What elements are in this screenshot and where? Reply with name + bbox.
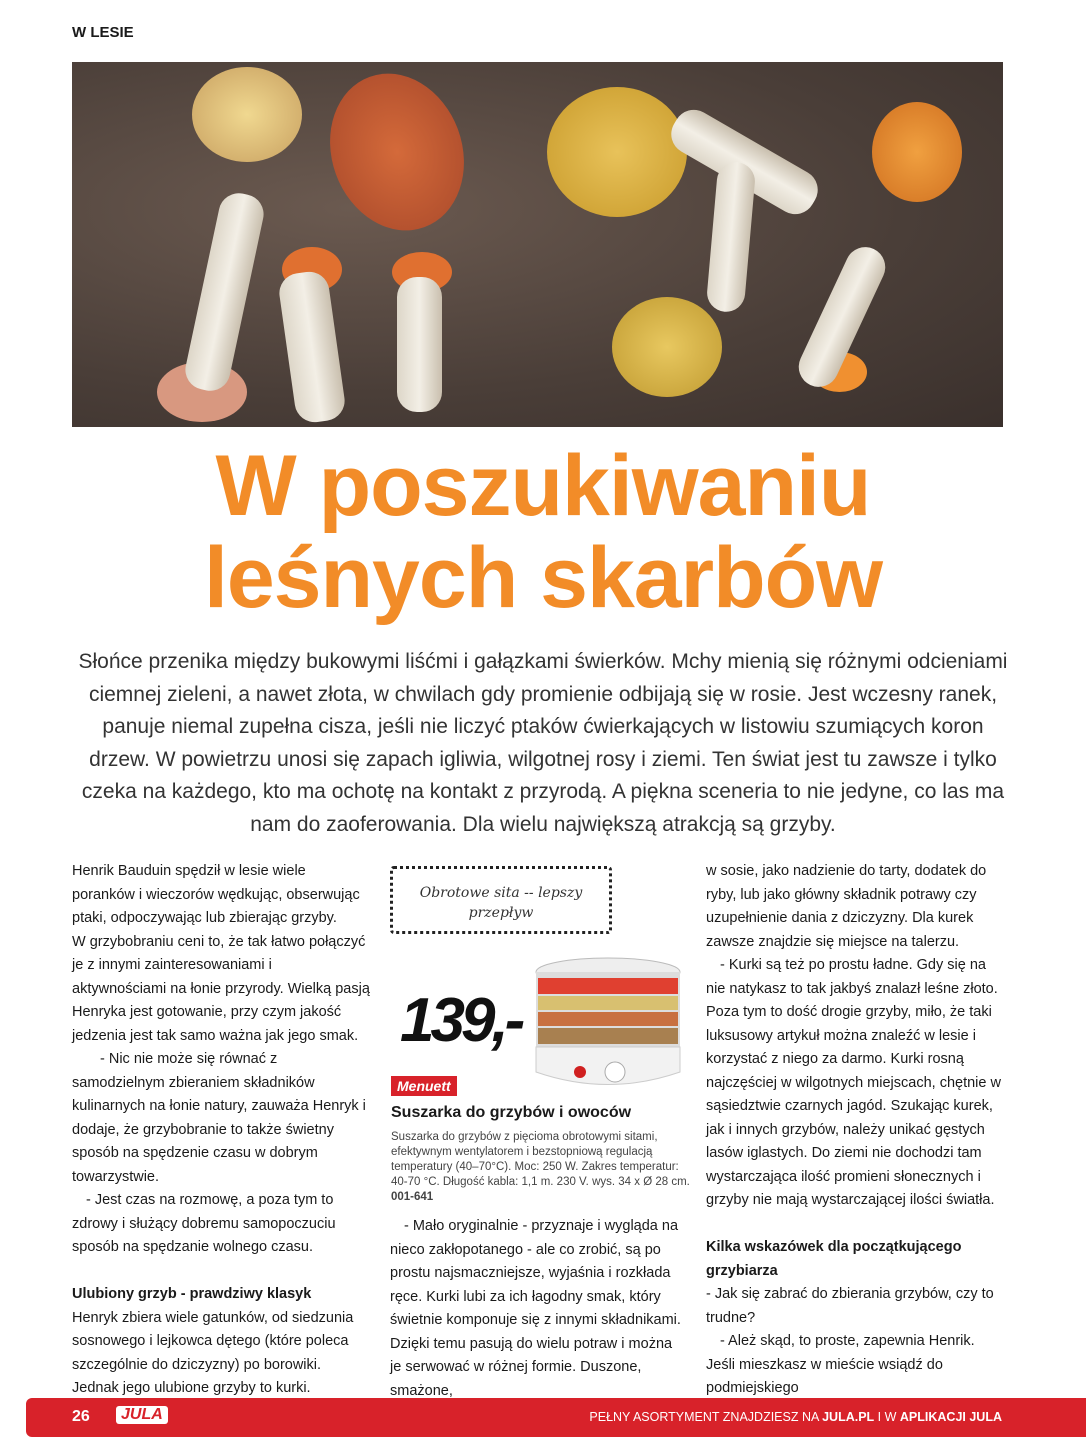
section-label: W LESIE: [72, 24, 134, 41]
paragraph: - Jak się zabrać do zbierania grzybów, czy to trudne?: [706, 1286, 994, 1326]
subheading: Kilka wskazówek dla początkującego grzybiarza: [706, 1239, 962, 1279]
product-name: Suszarka do grzybów i owoców: [391, 1104, 632, 1121]
footer-text: [589, 1410, 1002, 1424]
paragraph: w sosie, jako nadzienie do tarty, dodatek do ryby, lub jako główny składnik potrawy czy uzupełnienie dania z dziczyzny. Dla kurek zawsze znajdzie się miejsce na talerzu.: [706, 863, 987, 950]
paragraph: Henrik Bauduin spędził w lesie wiele poranków i wieczorów wędkując, obserwując ptaki, odpoczywając lub zbierając grzyby.: [72, 863, 360, 926]
paragraph: Henryk zbiera wiele gatunków, od siedzunia sosnowego i lejkowca dętego (które poleca szczególnie do dziczyzny) po borowiki. Jednak jego ulubione grzyby to kurki.: [72, 1309, 354, 1396]
article-title: [0, 440, 1086, 624]
column-1: [72, 860, 370, 1401]
footer-text-1: PEŁNY ASORTYMENT ZNAJDZIESZ NA: [589, 1410, 823, 1424]
title-line-1: W poszukiwaniu: [215, 438, 871, 534]
footer-bar: [26, 1398, 1086, 1437]
column-2: [390, 1215, 685, 1403]
paragraph: - Jest czas na rozmowę, a poza tym to zdrowy i służący dobremu samopoczuciu sposób na spędzanie wolnego czasu.: [72, 1192, 336, 1255]
product-code: 001-641: [391, 1191, 434, 1203]
food-dryer-image: [530, 950, 685, 1095]
subheading: Ulubiony grzyb - prawdziwy klasyk: [72, 1286, 312, 1302]
title-line-2: leśnych skarbów: [203, 530, 883, 626]
brand-logo: Menuett: [391, 1076, 457, 1096]
paragraph: - Nic nie może się równać z samodzielnym zbieraniem składników kulinarnych na łonie natury, zauważa Henryk i dodaje, że grzybobranie to także świetny sposób na spędzenie czasu w dobrym towarzystwie.: [72, 1051, 366, 1185]
price: 139,-: [400, 986, 522, 1055]
page-number: 26: [72, 1408, 90, 1425]
jula-logo: JULA: [116, 1406, 168, 1424]
column-3: [706, 860, 1006, 1401]
speech-bubble: Obrotowe sita -- lepszy przepływ: [390, 866, 612, 934]
paragraph: W grzybobraniu ceni to, że tak łatwo połączyć je z innymi zainteresowaniami i aktywnościami na łonie przyrody. Wielką pasją Henryka jest gotowanie, przy czym jakość jedzenia jest tak samo ważna jak jego smak.: [72, 933, 370, 1044]
paragraph: - Ależ skąd, to proste, zapewnia Henrik. Jeśli mieszkasz w mieście wsiądź do podmiejskiego: [706, 1333, 975, 1396]
product-description: [391, 1130, 691, 1205]
paragraph: - Kurki są też po prostu ładne. Gdy się na nie natykasz to tak jakbyś znalazł leśne złoto. Poza tym to dość drogie grzyby, miło, że taki luksusowy artykuł można znaleźć w lesie i korzystać z niego za darmo. Kurki rosną najczęściej w wilgotnych miejscach, chętnie w sąsiedztwie czarnych jagód. Szukając kurek, jak i innych grzybów, należy unikać gęstych lasów iglastych. Do ziemi nie dochodzi tam wystarczająca ilość promieni słonecznych i grzyby nie mają wystarczającej ilości światła.: [706, 957, 1001, 1208]
jula-link[interactable]: JULA.PL: [822, 1410, 875, 1424]
mushrooms-photo: [72, 62, 1003, 427]
paragraph: - Mało oryginalnie - przyznaje i wygląda na nieco zakłopotanego - ale co zrobić, są po prostu najsmaczniejsze, wyjaśnia i rozkłada ręce. Kurki lubi za ich łagodny smak, który świetnie komponuje się z innymi składnikami. Dzięki temu pasują do wielu potraw i można je serwować w różnej formie. Duszone, smażone,: [390, 1218, 681, 1399]
footer-text-2: I W: [874, 1410, 900, 1424]
description-text: Suszarka do grzybów z pięcioma obrotowymi sitami, efektywnym wentylatorem i bezstopniową regulacją temperatury (40–70°C). Moc: 250 W. Zakres temperatur: 40-70 °C. Długość kabla: 1,1 m. 230 V. wys. 34 x Ø 28 cm.: [391, 1131, 690, 1188]
app-link[interactable]: APLIKACJI JULA: [899, 1410, 1002, 1424]
intro-paragraph: Słońce przenika między bukowymi liśćmi i gałązkami świerków. Mchy mienią się różnymi odcieniami ciemnej zieleni, a nawet złota, w chwilach gdy promienie odbijają się w rosie. Jest wczesny ranek, panuje niemal zupełna cisza, jeśli nie liczyć ptaków ćwierkających w listowiu szumiących koron drzew. W powietrzu unosi się zapach igliwia, wilgotnej rosy i ziemi. Ten świat jest tu zawsze i tylko czeka na każdego, kto ma ochotę na kontakt z przyrodą. A piękna sceneria to nie jedyne, co las ma nam do zaoferowania. Dla wielu największą atrakcją są grzyby.: [78, 650, 1008, 836]
